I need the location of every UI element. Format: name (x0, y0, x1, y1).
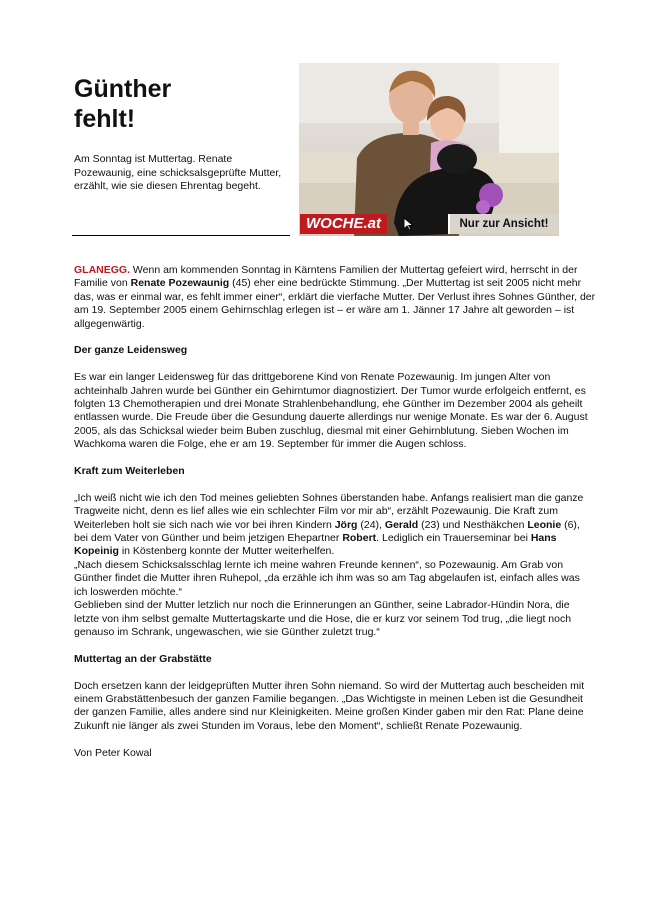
subheading-grabstaette: Muttertag an der Grabstätte (74, 652, 212, 665)
subheading-leidensweg: Der ganze Leidensweg (74, 344, 188, 357)
paragraph-erinnerungen: Geblieben sind der Mutter letzlich nur noch die Erinnerungen an Günther, seine Labrador-Hündin Nora, die letzte von ihm selbst gemalte Muttertagskarte und die Hose, die er kurz vor seinem Tod trug, „die liegt noch genauso im Schrank, ungewaschen, wie sie Günther zuletzt trug.“ (74, 599, 572, 638)
title-line-1: Günther (74, 75, 172, 103)
name-robert: Robert (342, 532, 377, 545)
intro-text-1: Wenn am kommenden Sonntag in Kärntens Familien der Muttertag gefeiert wird, herrscht in der Familie von (74, 264, 578, 290)
p2-text-6: in Köstenberg konnte der Mutter weiterhelfen. (118, 545, 335, 558)
cursor-icon (403, 217, 415, 231)
woche-logo: WOCHE.at (300, 214, 387, 234)
intro-name: Renate Pozewaunig (130, 277, 230, 290)
name-gerald: Gerald (384, 518, 419, 531)
dateline: GLANEGG. (74, 264, 131, 276)
divider (72, 235, 290, 236)
p2-text-1: „Ich weiß nicht wie ich den Tod meines geliebten Sohnes überstanden habe. Anfangs realisiert man die ganze Tragweite nicht, denn es lief alles wie ein schlechter Film vor mir ab“, erzählt Pozewaunig. Die Kraft zum Weiterleben holt sie sich nach wie vor bei ihren Kindern (74, 491, 584, 531)
article-title (74, 74, 284, 134)
article-photo (299, 63, 559, 236)
title-line-2: fehlt! (74, 105, 136, 133)
article-body (74, 264, 596, 773)
name-leonie: Leonie (527, 518, 562, 531)
p2-text-5: . Lediglich ein Trauerseminar bei (376, 532, 531, 545)
paragraph-grabstaette: Doch ersetzen kann der leidgeprüften Mutter ihren Sohn niemand. So wird der Muttertag auch bescheiden mit einem Grabstättenbesuch der ganzen Familie begangen. „Das Wichtigste in meinen Leben ist die Gesundheit der ganzen Familie, alles andere sind nur Kleinigkeiten. Meine großen Kinder gaben mir den Rat: Plane deine Zukunft nie länger als zwei Stunden im Voraus, lebe den Moment“, schließt Renate Pozewaunig. (74, 679, 585, 732)
byline: Von Peter Kowal (74, 746, 152, 759)
subheading-weiterleben: Kraft zum Weiterleben (74, 465, 185, 478)
view-only-link[interactable]: Nur zur Ansicht! (448, 214, 558, 234)
name-joerg: Jörg (334, 518, 358, 531)
paragraph-freunde: „Nach diesem Schicksalsschlag lernte ich meine wahren Freunde kennen“, so Pozewaunig. Am Grab von Günther findet die Mutter ihren Ruhepol, „da erzähle ich ihm was so am Tag abgelaufen ist, einfach alles was ich loswerden möchte.“ (74, 558, 580, 598)
name-kopeinig: Hans Kopeinig (74, 532, 557, 558)
intro-text-2: (45) eher eine bedrückte Stimmung. „Der Muttertag ist seit 2005 nicht mehr das, was er einmal war, es fehlt immer einer“, erklärt die vierfache Mutter. Der Verlust ihres Sohnes Günther, der am 19. September 2005 einem Gehirnschlag erlegen ist – er wäre am 1. Jänner 17 Jahre alt geworden – ist allgegenwärtig. (74, 277, 596, 330)
lead-text: Am Sonntag ist Muttertag. Renate Pozewaunig, eine schicksalsgeprüfte Mutter, erzählt, wie sie diesen Ehrentag begeht. (74, 153, 282, 192)
p2-text-2: (24), (357, 518, 385, 531)
paragraph-leidensweg: Es war ein langer Leidensweg für das drittgeborene Kind von Renate Pozewaunig. Im jungen Alter von achteinhalb Jahren wurde bei Günther ein Gehirntumor diagnostiziert. Der Tumor wurde erfolgeich entfernt, es folgten 13 Chemotherapien und drei Monate Strahlenbehandlung, ehe Günther im Dezember 2004 als geheilt entlassen wurde. Die Freude über die Gesundung dauerte allerdings nur wenige Monate. Es war der 6. August 2005, als das Schicksal wieder beim Buben zuschlug, diesmal mit einer Gehirnblutung. Sieben Wochen im Wachkoma waren die Folge, ehe er am 19. September für immer die Augen schloss. (74, 371, 588, 451)
intro-paragraph (74, 264, 596, 331)
p2-text-3: (23) und Nesthäkchen (418, 518, 528, 531)
p2-text-4: (6), bei dem Vater von Günther und beim jetzigen Ehepartner (74, 518, 580, 545)
photo-illustration (299, 63, 559, 236)
paragraph-weiterleben (74, 492, 596, 559)
